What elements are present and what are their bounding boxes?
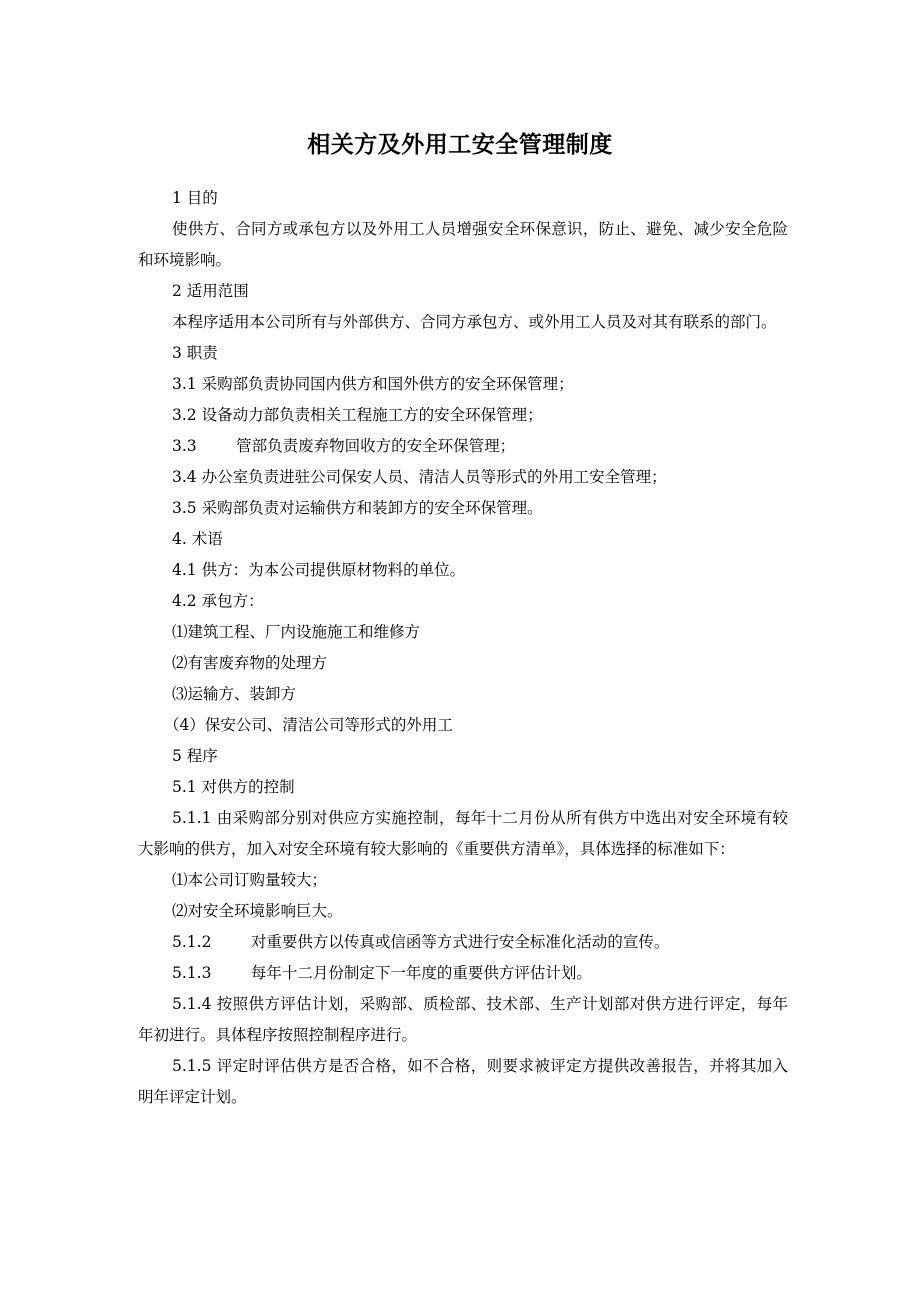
- contractor-type-item: ⑴建筑工程、厂内设施施工和维修方: [172, 623, 421, 641]
- criteria-item: ⑵对安全环境影响巨大。: [172, 902, 343, 920]
- paragraph-scope: 本程序适用本公司所有与外部供方、合同方承包方、或外用工人员及对其有联系的部门。: [172, 313, 777, 331]
- section-heading-scope: 2 适用范围: [172, 282, 249, 300]
- term-item: 4.1 供方：为本公司提供原材物料的单位。: [172, 561, 466, 579]
- contractor-type-item: （4）保安公司、清洁公司等形式的外用工: [164, 716, 453, 734]
- paragraph-purpose: 使供方、合同方或承包方以及外用工人员增强安全环保意识，防止、避免、减少安全危险和环境影响。: [138, 220, 788, 269]
- section-heading-procedure: 5 程序: [172, 747, 218, 765]
- duty-item: 3.2 设备动力部负责相关工程施工方的安全环保管理；: [172, 406, 543, 424]
- contractor-type-item: ⑵有害废弃物的处理方: [172, 654, 328, 672]
- contractor-type-item: ⑶运输方、装卸方: [172, 685, 297, 703]
- section-heading-terms: 4. 术语: [172, 530, 223, 548]
- procedure-item: 5.1.3 每年十二月份制定下一年度的重要供方评估计划。: [172, 964, 592, 982]
- duty-item: 3.1 采购部负责协同国内供方和国外供方的安全环保管理；: [172, 375, 574, 393]
- term-item: 4.2 承包方：: [172, 592, 264, 610]
- procedure-item: 5.1.2 对重要供方以传真或信函等方式进行安全标准化活动的宣传。: [172, 933, 670, 951]
- section-heading-purpose: 1 目的: [172, 189, 218, 207]
- section-heading-duties: 3 职责: [172, 344, 218, 362]
- duty-item: 3.3 管部负责废弃物回收方的安全环保管理；: [172, 437, 516, 455]
- document-body: [138, 183, 788, 1113]
- procedure-subheading: 5.1 对供方的控制: [172, 778, 295, 796]
- criteria-item: ⑴本公司订购量较大；: [172, 871, 328, 889]
- procedure-item: 5.1.4 按照供方评估计划，采购部、质检部、技术部、生产计划部对供方进行评定，每年年初进行。具体程序按照控制程序进行。: [138, 995, 788, 1044]
- document-title: 相关方及外用工安全管理制度: [307, 132, 613, 158]
- procedure-item: 5.1.5 评定时评估供方是否合格，如不合格，则要求被评定方提供改善报告，并将其加入明年评定计划。: [138, 1057, 788, 1106]
- duty-item: 3.4 办公室负责进驻公司保安人员、清洁人员等形式的外用工安全管理；: [172, 468, 667, 486]
- duty-item: 3.5 采购部负责对运输供方和装卸方的安全环保管理。: [172, 499, 543, 517]
- procedure-item: 5.1.1 由采购部分别对供应方实施控制，每年十二月份从所有供方中选出对安全环境有较大影响的供方，加入对安全环境有较大影响的《重要供方清单》，具体选择的标准如下：: [138, 809, 788, 858]
